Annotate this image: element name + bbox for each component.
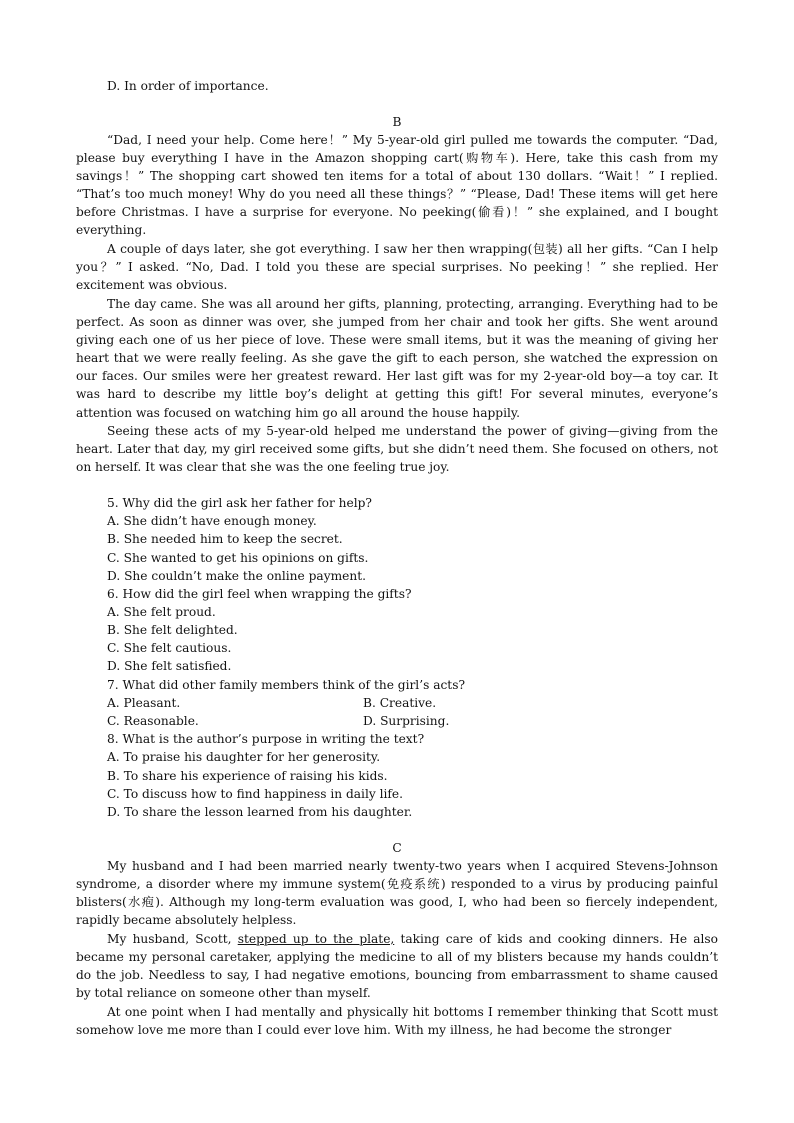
question-8: 8. What is the author’s purpose in writing the text? bbox=[107, 732, 425, 746]
question-5: 5. Why did the girl ask her father for help? bbox=[107, 496, 372, 510]
question-8-option-b: B. To share his experience of raising his kids. bbox=[107, 769, 388, 783]
section-c-heading: C bbox=[392, 841, 402, 855]
question-6-option-a: A. She felt proud. bbox=[107, 605, 216, 619]
question-7-option-c: C. Reasonable. bbox=[107, 714, 199, 728]
question-6: 6. How did the girl feel when wrapping the gifts? bbox=[107, 587, 412, 601]
question-8-option-d: D. To share the lesson learned from his daughter. bbox=[107, 805, 413, 819]
section-c-paragraph-1: My husband and I had been married nearly twenty-two years when I acquired Stevens-Johnson syndrome, a disorder where my immune system(免疫系统) responded to a virus by producing painful blisters(水疱). Although my long-term evaluation was good, I, who had been so fiercely independent, rapidly became absolutely helpless. bbox=[76, 859, 718, 928]
question-6-option-c: C. She felt cautious. bbox=[107, 641, 232, 655]
question-8-option-c: C. To discuss how to find happiness in daily life. bbox=[107, 787, 403, 801]
section-c-paragraph-3: At one point when I had mentally and physically hit bottoms I remember thinking that Scott must somehow love me more than I could ever love him. With my illness, he had become the stronger bbox=[76, 1005, 718, 1038]
section-c-paragraph-2-start: My husband, Scott, bbox=[107, 932, 238, 946]
section-b-paragraph-1: “Dad, I need your help. Come here！” My 5-year-old girl pulled me towards the computer. “Dad, please buy everything I have in the Amazon shopping cart(购物车). Here, take this cash from my savings！” The shopping cart showed ten items for a total of about 130 dollars. “Wait！” I replied. “That’s too much money! Why do you need all these things？” “Please, Dad! These items will get here before Christmas. I have a surprise for everyone. No peeking(偷看)！” she explained, and I bought everything. bbox=[76, 133, 718, 238]
question-6-option-b: B. She felt delighted. bbox=[107, 623, 238, 637]
question-7-option-a: A. Pleasant. bbox=[107, 696, 181, 710]
section-b-paragraph-3: The day came. She was all around her gifts, planning, protecting, arranging. Everything had to be perfect. As soon as dinner was over, she jumped from her chair and took her gifts. She went around giving each one of us her piece of love. These were small items, but it was the meaning of giving her heart that we were really feeling. As she gave the gift to each person, she watched the expression on our faces. Our smiles were her greatest reward. Her last gift was for my 2-year-old boy—a toy car. It was hard to describe my little boy’s delight at getting this gift! For several minutes, everyone’s attention was focused on watching him go all around the house happily. bbox=[76, 297, 718, 420]
question-8-option-a: A. To praise his daughter for her generosity. bbox=[107, 750, 381, 764]
question-5-option-c: C. She wanted to get his opinions on gifts. bbox=[107, 551, 369, 565]
question-7: 7. What did other family members think of the girl’s acts? bbox=[107, 678, 465, 692]
question-7-option-b: B. Creative. bbox=[363, 696, 437, 710]
underlined-phrase: stepped up to the plate, bbox=[237, 932, 395, 946]
question-5-option-a: A. She didn’t have enough money. bbox=[107, 514, 317, 528]
question-6-option-d: D. She felt satisfied. bbox=[107, 659, 232, 673]
section-c-paragraph-2 bbox=[76, 930, 718, 1002]
section-c-paragraph-2-end: taking care of kids and cooking dinners. He also became my personal caretaker, applying the medicine to all of my blisters because my hands couldn’t do the job. Needless to say, I had negative emotions, bouncing from embarrassment to shame caused by total reliance on someone other than myself. bbox=[76, 932, 719, 1001]
section-b-paragraph-2: A couple of days later, she got everything. I saw her then wrapping(包装) all her gifts. “Can I help you？” I asked. “No, Dad. I told you these are special surprises. No peeking！” she replied. Her excitement was obvious. bbox=[76, 242, 718, 293]
top-option: D. In order of importance. bbox=[107, 79, 269, 93]
section-b-paragraph-4: Seeing these acts of my 5-year-old helped me understand the power of giving—giving from the heart. Later that day, my girl received some gifts, but she didn’t need them. She focused on others, not on herself. It was clear that she was the one feeling true joy. bbox=[76, 424, 718, 475]
question-5-option-d: D. She couldn’t make the online payment. bbox=[107, 569, 366, 583]
question-5-option-b: B. She needed him to keep the secret. bbox=[107, 532, 343, 546]
question-7-option-d: D. Surprising. bbox=[363, 714, 450, 728]
section-b-heading: B bbox=[392, 115, 402, 129]
